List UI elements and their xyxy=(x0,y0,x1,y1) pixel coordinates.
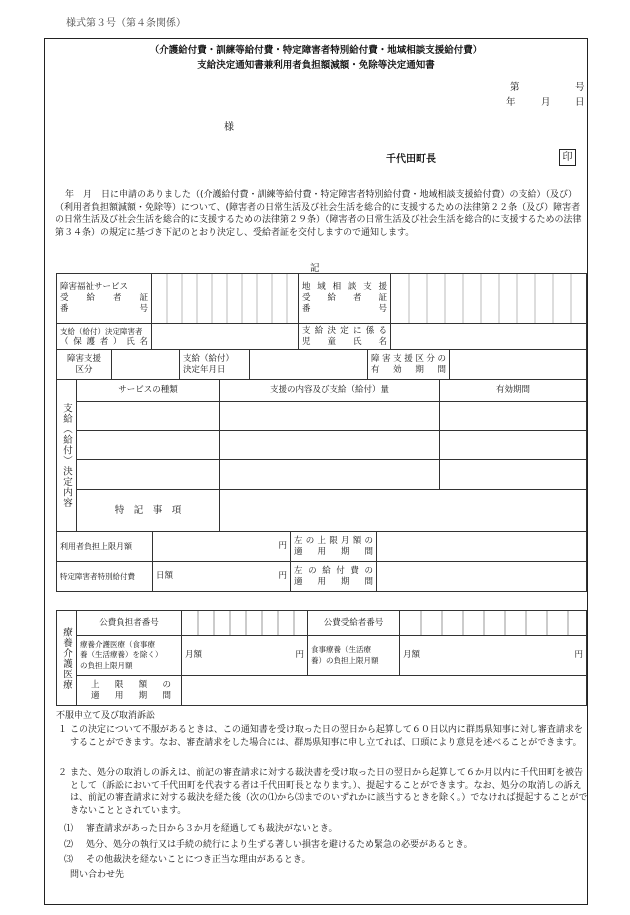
category-period-label: 障害支援区分の 有 効 期 間 xyxy=(368,350,450,380)
guardian-name-label: 支給（給付）決定障害者 （保護者）氏名 xyxy=(57,324,152,350)
appeal-i2: 処分、処分の執行又は手続の続行により生ずる著しい損害を避けるため緊急の必要があるとき。 xyxy=(86,840,473,850)
special-notes-value[interactable] xyxy=(220,490,587,532)
appeal-p2-number: ２ xyxy=(58,768,68,778)
title-line-1: （介護給付費・訓練等給付費・特定障害者特別給付費・地域相談支援給付費） xyxy=(149,45,483,56)
number-dai: 第 xyxy=(510,82,520,93)
upper-limit-period-label: 左の上限月額の 適 用 期 間 xyxy=(291,532,377,562)
meal-limit-label: 食事療養（生活療 養）の負担上限月額 xyxy=(308,636,400,676)
recipient-number-cells[interactable] xyxy=(400,611,587,636)
decision-side-label: 支給（給付）決定内容 xyxy=(57,380,77,532)
special-benefit-value[interactable]: 日額 円 xyxy=(153,562,291,592)
seal-mark: 印 xyxy=(559,149,576,166)
decision-date-value[interactable] xyxy=(250,350,368,380)
decision-date-label: 支給（給付） 決定年月日 xyxy=(180,350,250,380)
issuer-name: 千代田町長 xyxy=(386,154,436,165)
ki-label: 記 xyxy=(310,263,320,274)
consult-cert-cells[interactable] xyxy=(391,274,587,324)
special-benefit-period-label: 左の給付費の 適 用 期 間 xyxy=(291,562,377,592)
service-row-2-content[interactable] xyxy=(220,431,440,460)
form-number: 様式第３号（第４条関係） xyxy=(66,18,186,29)
appeal-i1: 審査請求があった日から３か月を経過しても裁決がないとき。 xyxy=(86,824,338,834)
header-period: 有効期間 xyxy=(440,380,587,402)
appeal-i3: その他裁決を経ないことにつき正当な理由があるとき。 xyxy=(86,855,311,865)
date-year: 年 xyxy=(506,97,516,108)
service-row-1-period[interactable] xyxy=(440,402,587,431)
special-benefit-label: 特定障害者特別給付費 xyxy=(57,562,153,592)
header-content: 支援の内容及び支給（給付）量 xyxy=(220,380,440,402)
medical-limit-value[interactable]: 月額 円 xyxy=(182,636,308,676)
upper-limit-label: 利用者負担上限月額 xyxy=(57,532,153,562)
recipient-sama: 様 xyxy=(224,122,234,133)
appeal-i3-number: ⑶ xyxy=(64,855,74,865)
child-name-label: 支給決定に係る 児 童 氏 名 xyxy=(299,324,391,350)
appeal-heading: 不服申立て及び取消訴訟 xyxy=(56,711,156,721)
medical-care-table xyxy=(56,610,587,706)
appeal-i2-number: ⑵ xyxy=(64,840,74,850)
contact-label: 問い合わせ先 xyxy=(70,870,125,880)
payer-number-cells[interactable] xyxy=(182,611,308,636)
upper-limit-period-value[interactable] xyxy=(377,532,587,562)
upper-limit-value[interactable]: 円 xyxy=(153,532,291,562)
category-period-value[interactable] xyxy=(450,350,587,380)
appeal-p1-number: １ xyxy=(58,725,68,735)
info-table-row3 xyxy=(56,349,587,380)
appeal-p1: この決定について不服があるときは、この通知書を受け取った日の翌日から起算して６０日以内に群馬県知事に対し審査請求をすることができます。なお、審査請求をした場合には、群馬県知事に申し立てれば、口頭により意見を述べることができます。 xyxy=(70,725,583,748)
medical-side-label: 療養介護医療 xyxy=(57,611,77,706)
info-table-top xyxy=(56,273,587,350)
cert-number-label: 障害福祉サービス 受 給 者 証 番 号 xyxy=(57,274,152,324)
header-service-type: サービスの種類 xyxy=(77,380,220,402)
appeal-p2: また、処分の取消しの訴えは、前記の審査請求に対する裁決書を受け取った日の翌日から起算して６か月以内に千代田町を被告として（訴訟において千代田町を代表する者は千代田町長となります。）、提起することができます。なお、処分の取消しの訴えは、前記の審査請求に対する裁決を経た後（次の⑴から⑶までのいずれかに該当するときを除く。）でなければ提起することができないこととされています。 xyxy=(70,768,588,816)
child-name-value[interactable] xyxy=(391,324,587,350)
special-notes-label: 特 記 事 項 xyxy=(77,490,220,532)
burden-table xyxy=(56,531,587,592)
special-benefit-period-value[interactable] xyxy=(377,562,587,592)
intro-paragraph: 年 月 日に申請のありました（(介護給付費・訓練等給付費・特定障害者特別給付費・地域相談支援給付費）の支給）（及び）（利用者負担額減額・免除等）について、(障害者の日常生活及び社会生活を総合的に支援するための法律第２２条（及び）障害者の日常生活及び社会生活を総合的に支援するための法律第２９条）（障害者の日常生活及び社会生活を総合的に支援するための法律第３４条）の規定に基づき下記のとおり決定し、受給者証を交付しますので通知します。 xyxy=(55,190,582,238)
medical-limit-label: 療養介護医療（食事療 養（生活療養）を除く） の負担上限月額 xyxy=(77,636,182,676)
limit-period-value[interactable] xyxy=(182,676,587,706)
consult-cert-label: 地 域 相 談 支 援 受 給 者 証 番 号 xyxy=(299,274,391,324)
decision-content-table xyxy=(56,379,587,532)
date-day: 日 xyxy=(575,97,585,108)
support-category-label: 障害支援 区分 xyxy=(57,350,112,380)
support-category-value[interactable] xyxy=(112,350,180,380)
service-row-3-period[interactable] xyxy=(440,460,587,490)
service-row-1-type[interactable] xyxy=(77,402,220,431)
meal-limit-value[interactable]: 月額 円 xyxy=(400,636,587,676)
date-month: 月 xyxy=(541,97,551,108)
limit-period-label: 上 限 額 の 適 用 期 間 xyxy=(77,676,182,706)
service-row-2-period[interactable] xyxy=(440,431,587,460)
recipient-number-label: 公費受給者番号 xyxy=(308,611,400,636)
title-line-2: 支給決定通知書兼利用者負担額減額・免除等決定通知書 xyxy=(197,60,435,71)
guardian-name-value[interactable] xyxy=(152,324,299,350)
appeal-i1-number: ⑴ xyxy=(64,824,74,834)
number-go: 号 xyxy=(575,82,585,93)
service-row-1-content[interactable] xyxy=(220,402,440,431)
cert-number-cells[interactable] xyxy=(152,274,299,324)
payer-number-label: 公費負担者番号 xyxy=(77,611,182,636)
service-row-3-content[interactable] xyxy=(220,460,440,490)
service-row-3-type[interactable] xyxy=(77,460,220,490)
service-row-2-type[interactable] xyxy=(77,431,220,460)
